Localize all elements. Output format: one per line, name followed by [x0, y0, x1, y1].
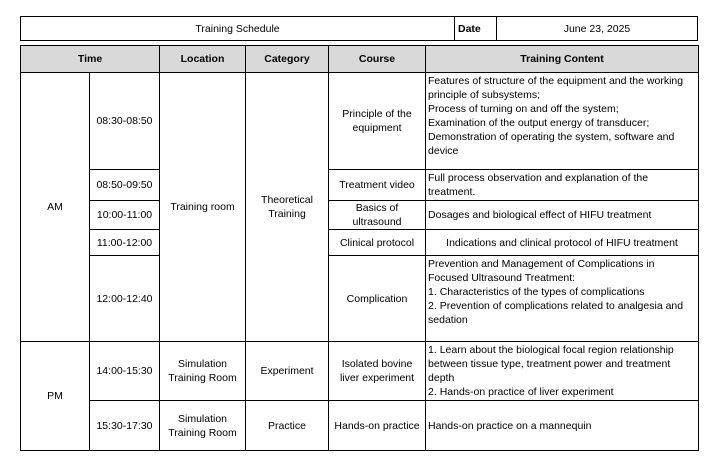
category-cell: Practice	[246, 401, 329, 451]
time-cell: 14:00-15:30	[90, 342, 160, 401]
content-line: Indications and clinical protocol of HIFU treatment	[446, 236, 678, 249]
location-cell: Simulation Training Room	[160, 401, 246, 451]
course-cell: Basics of ultrasound	[329, 201, 426, 230]
date-value: June 23, 2025	[497, 17, 698, 41]
course-cell: Principle of the equipment	[329, 73, 426, 170]
content-line: Dosages and biological effect of HIFU treatment	[428, 209, 652, 221]
table-row	[21, 342, 699, 401]
time-cell: 08:50-09:50	[90, 170, 160, 201]
course-cell: Clinical protocol	[329, 230, 426, 256]
content-line: 2. Hands-on practice of liver experiment	[428, 386, 614, 398]
table-row	[21, 230, 699, 256]
header-table	[20, 16, 698, 41]
col-location: Location	[160, 46, 246, 73]
time-cell: 10:00-11:00	[90, 201, 160, 230]
period-am: AM	[21, 73, 90, 342]
content-line: 1. Characteristics of the types of complications	[428, 286, 645, 298]
category-cell: Experiment	[246, 342, 329, 401]
content-line: 1. Learn about the biological focal region relationship between tissue type, treatment power and treatment depth	[428, 344, 674, 384]
content-line: Features of structure of the equipment and the working principle of subsystems;	[428, 75, 684, 101]
content-line: Hands-on practice on a mannequin	[428, 419, 592, 432]
time-cell: 15:30-17:30	[90, 401, 160, 451]
table-row	[21, 170, 699, 201]
content-line: Full process observation and explanation of the treatment.	[428, 172, 649, 198]
content-cell	[426, 230, 699, 256]
content-cell	[426, 73, 699, 170]
content-line: Prevention and Management of Complications in Focused Ultrasound Treatment:	[428, 258, 655, 284]
date-label: Date	[455, 17, 497, 41]
col-training-content: Training Content	[426, 46, 699, 73]
content-cell	[426, 256, 699, 342]
table-row	[21, 201, 699, 230]
period-pm: PM	[21, 342, 90, 451]
col-category: Category	[246, 46, 329, 73]
content-cell	[426, 342, 699, 401]
content-cell	[426, 401, 699, 451]
table-row	[21, 401, 699, 451]
content-line: 2. Prevention of complications related to analgesia and sedation	[428, 300, 684, 326]
content-line: Examination of the output energy of transducer;	[428, 117, 650, 129]
time-cell: 11:00-12:00	[90, 230, 160, 256]
col-course: Course	[329, 46, 426, 73]
schedule-title: Training Schedule	[21, 17, 455, 41]
content-cell	[426, 170, 699, 201]
table-row	[21, 73, 699, 170]
course-cell: Treatment video	[329, 170, 426, 201]
content-line: Demonstration of operating the system, software and device	[428, 131, 675, 157]
course-cell: Hands-on practice	[329, 401, 426, 451]
category-cell: Theoretical Training	[246, 73, 329, 342]
table-row	[21, 256, 699, 342]
col-time: Time	[21, 46, 160, 73]
course-cell: Isolated bovine liver experiment	[329, 342, 426, 401]
location-cell: Simulation Training Room	[160, 342, 246, 401]
course-cell: Complication	[329, 256, 426, 342]
location-cell: Training room	[160, 73, 246, 342]
time-cell: 12:00-12:40	[90, 256, 160, 342]
time-cell: 08:30-08:50	[90, 73, 160, 170]
schedule-table	[20, 45, 699, 451]
content-cell	[426, 201, 699, 230]
column-header-row	[21, 46, 699, 73]
content-line: Process of turning on and off the system;	[428, 103, 619, 115]
